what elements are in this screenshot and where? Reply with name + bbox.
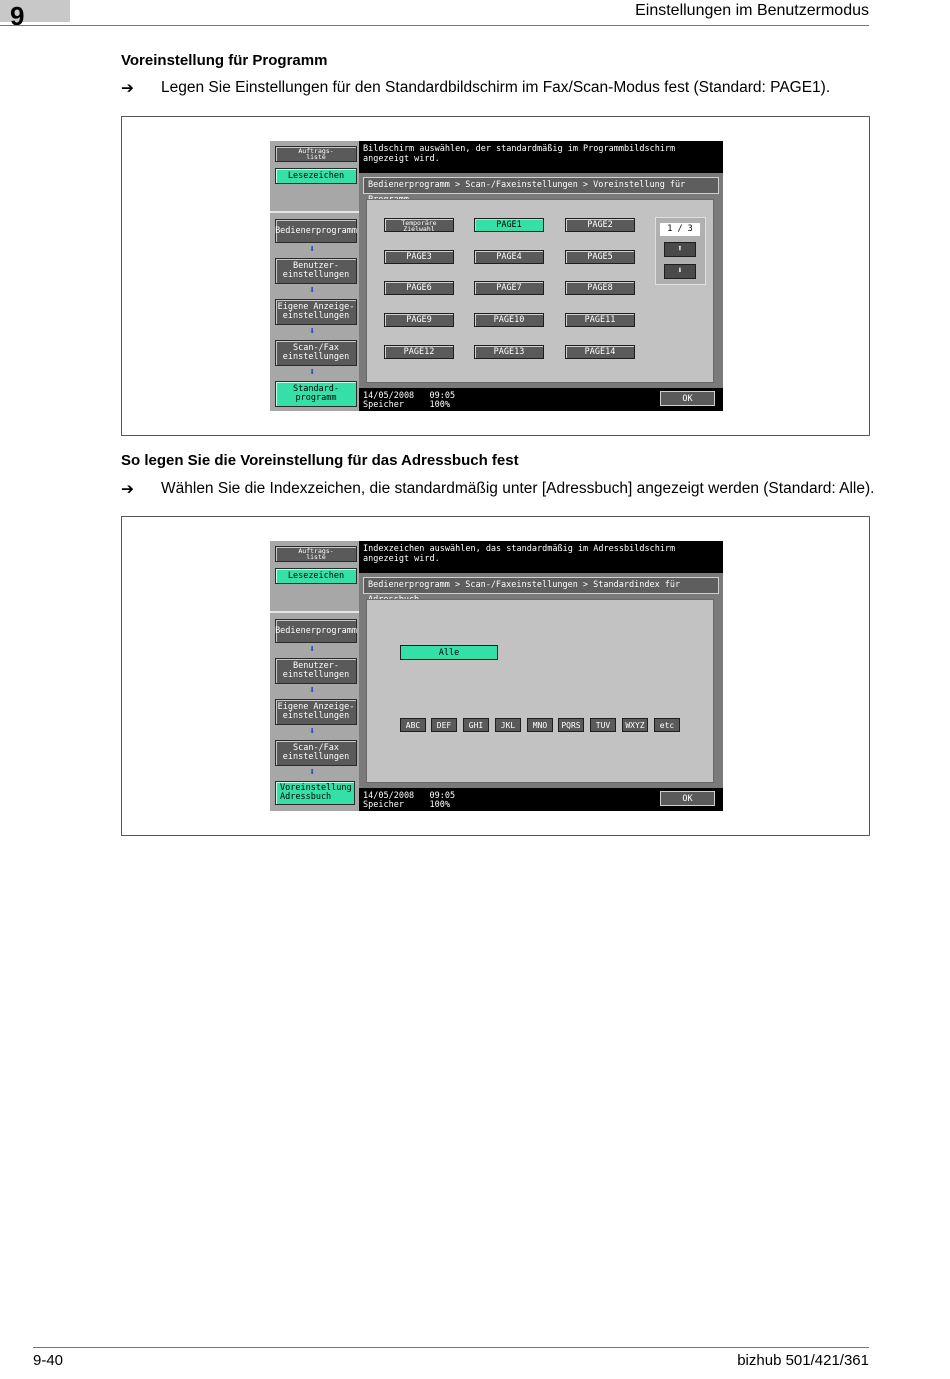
- page-button-page11[interactable]: PAGE11: [565, 313, 635, 327]
- index-button-mno[interactable]: MNO: [527, 718, 553, 732]
- message-bar: Bildschirm auswählen, der standardmäßig im Programmbildschirm angezeigt wird.: [359, 141, 723, 173]
- page-button-page4[interactable]: PAGE4: [474, 250, 544, 264]
- index-selection-area: [366, 599, 714, 783]
- page-up-button[interactable]: [664, 242, 696, 257]
- index-button-pqrs[interactable]: PQRS: [558, 718, 584, 732]
- chapter-number: 9: [10, 1, 25, 31]
- down-arrow-icon: ⬇: [309, 726, 316, 737]
- down-arrow-icon: ⬇: [309, 767, 316, 778]
- device-screen: [270, 541, 723, 811]
- page-number: 9-40: [33, 1352, 64, 1369]
- running-title: Einstellungen im Benutzermodus: [635, 2, 869, 19]
- nav-scan-fax-settings[interactable]: Scan-/Fax einstellungen: [275, 340, 357, 366]
- down-arrow-icon: ⬇: [309, 244, 316, 255]
- index-button-wxyz[interactable]: WXYZ: [622, 718, 648, 732]
- nav-scan-fax-settings[interactable]: Scan-/Fax einstellungen: [275, 740, 357, 766]
- index-all-button[interactable]: Alle: [400, 645, 498, 660]
- status-bar: [359, 388, 723, 411]
- nav-default-program[interactable]: Standard- programm: [275, 381, 357, 407]
- status-memory-value: 100%: [429, 400, 451, 410]
- status-memory-label: Speicher: [363, 800, 404, 810]
- breadcrumb: Bedienerprogramm > Scan-/Faxeinstellungen > Standardindex für: [363, 577, 719, 594]
- status-time: 09:05: [429, 391, 456, 401]
- nav-display-settings[interactable]: Eigene Anzeige- einstellungen: [275, 699, 357, 725]
- bullet-arrow-icon: ➔: [121, 80, 134, 97]
- index-button-tuv[interactable]: TUV: [590, 718, 616, 732]
- status-date: 14/05/2008: [363, 391, 415, 401]
- page-button-temp[interactable]: Temporäre Zielwahl: [384, 218, 454, 232]
- section-title-addressbook: So legen Sie die Voreinstellung für das Adressbuch fest: [121, 452, 519, 469]
- section-title-program: Voreinstellung für Programm: [121, 52, 328, 69]
- status-memory-label: Speicher: [363, 400, 404, 410]
- instruction-text: Legen Sie Einstellungen für den Standardbildschirm im Fax/Scan-Modus fest (Standard: PAGE1).: [161, 79, 831, 96]
- page-button-page5[interactable]: PAGE5: [565, 250, 635, 264]
- page-button-page13[interactable]: PAGE13: [474, 345, 544, 359]
- breadcrumb: Bedienerprogramm > Scan-/Faxeinstellungen > Voreinstellung für: [363, 177, 719, 194]
- down-arrow-icon: ⬇: [309, 367, 316, 378]
- ok-button[interactable]: OK: [660, 791, 715, 806]
- index-button-jkl[interactable]: JKL: [495, 718, 521, 732]
- job-list-button[interactable]: [275, 546, 357, 562]
- pager: [655, 217, 706, 285]
- index-button-etc[interactable]: etc: [654, 718, 680, 732]
- ok-button[interactable]: OK: [660, 391, 715, 406]
- job-list-label: Auftrags- liste: [298, 147, 334, 161]
- page-button-page1[interactable]: PAGE1: [474, 218, 544, 232]
- footer-rule: [33, 1347, 869, 1348]
- status-bar: [359, 788, 723, 811]
- page-button-page14[interactable]: PAGE14: [565, 345, 635, 359]
- bookmark-button[interactable]: Lesezeichen: [275, 168, 357, 184]
- bookmark-button[interactable]: Lesezeichen: [275, 568, 357, 584]
- page-button-page7[interactable]: PAGE7: [474, 281, 544, 295]
- instruction-text: Wählen Sie die Indexzeichen, die standardmäßig unter [Adressbuch] angezeigt werden (Standard: Alle).: [161, 480, 875, 497]
- device-screen: [270, 141, 723, 411]
- page-button-page6[interactable]: PAGE6: [384, 281, 454, 295]
- message-bar: Indexzeichen auswählen, das standardmäßig im Adressbildschirm angezeigt wird.: [359, 541, 723, 573]
- job-list-label: Auftrags- liste: [298, 547, 334, 561]
- index-button-abc[interactable]: ABC: [400, 718, 426, 732]
- page-button-page3[interactable]: PAGE3: [384, 250, 454, 264]
- page-down-button[interactable]: [664, 264, 696, 279]
- arrow-down-icon: ⬇: [677, 266, 683, 276]
- page-selection-area: [366, 199, 714, 383]
- nav-operator-program[interactable]: Bedienerprogramm: [275, 619, 357, 643]
- nav-user-settings[interactable]: Benutzer- einstellungen: [275, 658, 357, 684]
- page-button-page12[interactable]: PAGE12: [384, 345, 454, 359]
- down-arrow-icon: ⬇: [309, 285, 316, 296]
- page-button-page8[interactable]: PAGE8: [565, 281, 635, 295]
- status-time: 09:05: [429, 791, 456, 801]
- nav-addressbook-default[interactable]: Voreinstellung Adressbuch: [275, 781, 355, 805]
- nav-user-settings[interactable]: Benutzer- einstellungen: [275, 258, 357, 284]
- index-button-ghi[interactable]: GHI: [463, 718, 489, 732]
- page-button-page2[interactable]: PAGE2: [565, 218, 635, 232]
- index-button-def[interactable]: DEF: [431, 718, 457, 732]
- figure-program-screen: [121, 116, 870, 436]
- bullet-arrow-icon: ➔: [121, 481, 134, 498]
- job-list-button[interactable]: [275, 146, 357, 162]
- status-date: 14/05/2008: [363, 791, 415, 801]
- down-arrow-icon: ⬇: [309, 326, 316, 337]
- page-button-page9[interactable]: PAGE9: [384, 313, 454, 327]
- header-rule: [0, 25, 869, 26]
- page-button-page10[interactable]: PAGE10: [474, 313, 544, 327]
- product-name: bizhub 501/421/361: [737, 1352, 869, 1369]
- nav-operator-program[interactable]: Bedienerprogramm: [275, 219, 357, 243]
- page-indicator: 1 / 3: [660, 223, 700, 236]
- figure-addressbook-screen: [121, 516, 870, 836]
- down-arrow-icon: ⬇: [309, 644, 316, 655]
- nav-display-settings[interactable]: Eigene Anzeige- einstellungen: [275, 299, 357, 325]
- status-memory-value: 100%: [429, 800, 451, 810]
- arrow-up-icon: ⬆: [677, 244, 683, 254]
- down-arrow-icon: ⬇: [309, 685, 316, 696]
